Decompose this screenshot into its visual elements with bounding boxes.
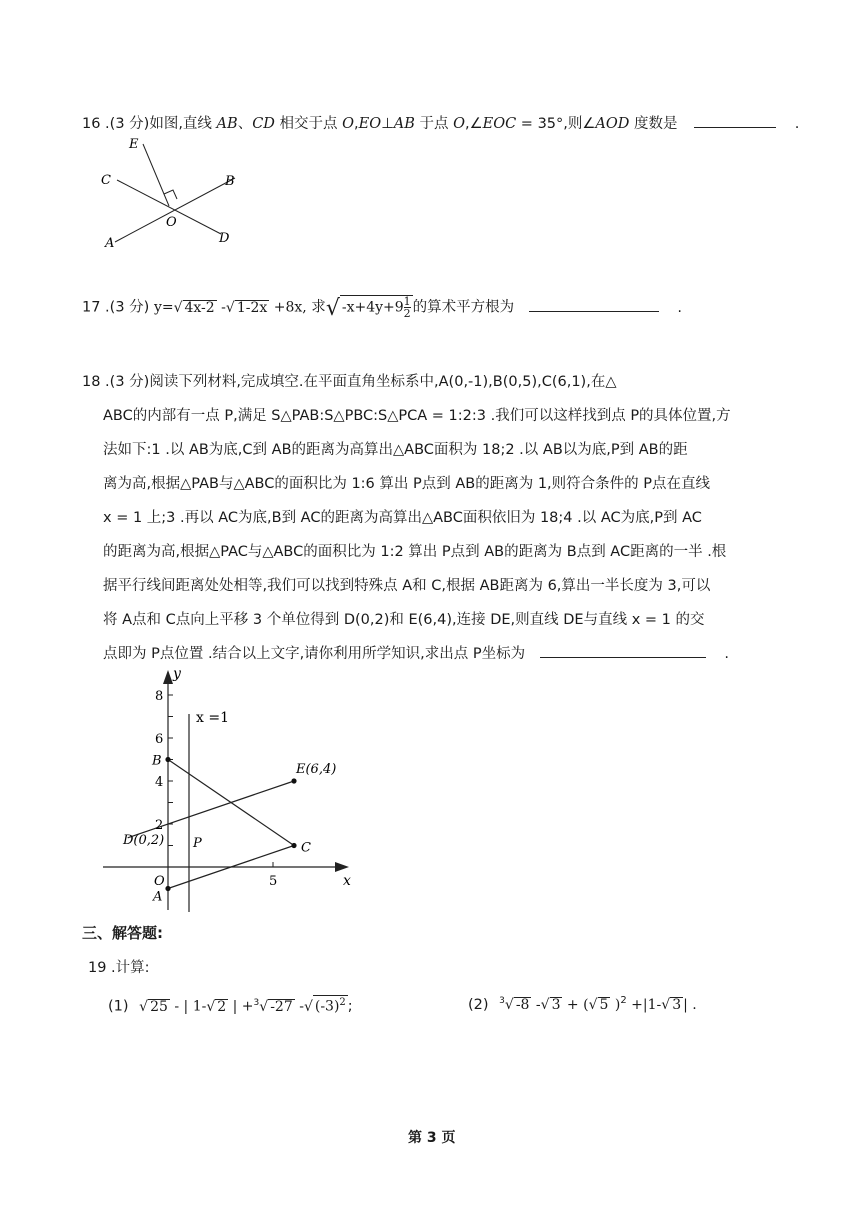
- tick-label-4: 4: [155, 775, 164, 790]
- q16-figure: [95, 132, 255, 252]
- p2-radicand-3: 3: [551, 996, 561, 1013]
- p1-end: ;: [347, 998, 353, 1015]
- q17-plus: +8x,: [269, 299, 307, 316]
- p2-sqrt-5: √ 5: [588, 996, 609, 1013]
- q17-tail: 的算术平方根为: [412, 299, 515, 316]
- p1-sqrt-25: √ 25: [139, 998, 168, 1015]
- point-label-a: A: [153, 889, 163, 905]
- label-d: D: [219, 231, 230, 246]
- q18-end: .: [724, 646, 729, 662]
- p1-square: 2: [339, 997, 346, 1008]
- q16-o: O: [342, 116, 355, 132]
- point-label-d: D(0,2): [123, 833, 165, 848]
- graph-points: [165, 757, 296, 891]
- question-16: [82, 112, 799, 133]
- q18-line-6: 的距离为高,根据△PAC与△ABC的面积比为 1:2 算出 P点到 AB的距离为 B点到 AC距离的一半 .根: [103, 544, 727, 560]
- question-17: [82, 295, 682, 321]
- fraction-half: [404, 296, 411, 319]
- sqrt-2-radicand: 1-2x: [236, 299, 268, 316]
- x-axis-arrow: [335, 862, 349, 872]
- q16-sep: 、: [237, 116, 253, 132]
- vline-label: x =1: [196, 710, 229, 726]
- coordinate-graph: [95, 662, 365, 917]
- point-c: [291, 843, 296, 848]
- page-number: 第 3 页: [408, 1130, 456, 1146]
- q19-part-2: [468, 995, 697, 1013]
- point-label-e: E(6,4): [296, 762, 337, 777]
- point-label-p: P: [193, 836, 202, 851]
- frac-num: 1: [403, 295, 411, 308]
- point-e: [291, 778, 296, 783]
- p2-cbrt: √ -8: [504, 996, 530, 1013]
- q16-answer-blank[interactable]: [694, 113, 776, 128]
- label-e: E: [129, 137, 139, 152]
- p2-radicand-5: 5: [599, 996, 609, 1013]
- q19-title: 19 .计算:: [88, 960, 150, 976]
- q17-end: .: [677, 299, 682, 316]
- p1-radicand-25: 25: [150, 998, 168, 1015]
- sqrt-1: √ 4x-2: [173, 299, 215, 316]
- q16-aod: AOD: [595, 116, 630, 132]
- tick-label-6: 6: [155, 732, 164, 747]
- sqrt-3-radicand: -x+4y+9: [341, 299, 404, 316]
- point-b: [165, 757, 170, 762]
- q18-line-2: ABC的内部有一点 P,满足 S△PAB:S△PBC:S△PCA = 1:2:3 .我们可以这样找到点 P的具体位置,方: [103, 408, 731, 424]
- q16-o2: O: [453, 116, 466, 132]
- q17-y-eq: y=: [153, 299, 174, 316]
- q16-text-c: 于点: [414, 116, 454, 132]
- q16-text-b: 相交于点: [274, 116, 343, 132]
- p2-cube-index: 3: [499, 996, 505, 1006]
- p2-plus: + (: [562, 996, 589, 1013]
- q18-line-3: 法如下:1 .以 AB为底,C到 AB的距离为高算出△ABC面积为 18;2 .以 AB以为底,P到 AB的距: [103, 442, 688, 458]
- p2-radicand-3b: 3: [672, 996, 682, 1013]
- p1-sqrt-sq-body: [313, 995, 348, 1014]
- p1-abs-close: | +: [228, 998, 254, 1015]
- p1-radicand-2: 2: [217, 998, 227, 1015]
- q16-comma2: ,∠: [465, 116, 483, 132]
- tick-label-2: 2: [155, 818, 164, 833]
- frac-den: 2: [403, 307, 411, 320]
- label-b: B: [225, 174, 235, 189]
- q18-line-7: 据平行线间距离处处相等,我们可以找到特殊点 A和 C,根据 AB距离为 6,算出一半长度为 3,可以: [103, 578, 711, 594]
- tick-label-8: 8: [155, 689, 164, 704]
- x-axis-label: x: [343, 873, 351, 889]
- q17-prefix: 17 .(3 分): [82, 299, 154, 316]
- q17-answer-blank[interactable]: [529, 297, 659, 312]
- p1-abs-open: - | 1-: [169, 998, 207, 1015]
- q16-cd: CD: [252, 116, 275, 132]
- q17-minus: -: [216, 299, 226, 316]
- q16-eo: EO: [358, 116, 382, 132]
- origin-label: O: [154, 874, 165, 889]
- q18-line-1: 18 .(3 分)阅读下列材料,完成填空.在平面直角坐标系中,A(0,-1),B(0,5),C(6,1),在△: [82, 374, 617, 390]
- q16-text: 16 .(3 分)如图,直线: [82, 116, 217, 132]
- sqrt-3-body: [340, 295, 413, 319]
- q18-line-4: 离为高,根据△PAB与△ABC的面积比为 1:6 算出 P点到 AB的距离为 1,则符合条件的 P点在直线: [103, 476, 711, 492]
- p1-radicand-neg27: -27: [270, 998, 293, 1015]
- point-a: [165, 886, 170, 891]
- p1-sqrt-sq: √ $(-3)^2$: [303, 997, 346, 1015]
- q16-ab2: AB: [393, 116, 415, 132]
- line-eo: [143, 144, 169, 206]
- q18-line-8: 将 A点和 C点向上平移 3 个单位得到 D(0,2)和 E(6,4),连接 DE,则直线 DE与直线 x = 1 的交: [103, 612, 705, 628]
- p2-close-paren: ): [610, 996, 621, 1013]
- p2-square: 2: [620, 995, 627, 1006]
- sqrt-2: √ 1-2x: [225, 299, 268, 316]
- q16-text-d: = 35°,则∠: [516, 116, 596, 132]
- q18-answer-blank[interactable]: [540, 643, 706, 658]
- q18-line-9: [103, 642, 729, 663]
- q17-ask: 求: [306, 299, 326, 316]
- tick-label-5: 5: [269, 874, 278, 889]
- sqrt-1-radicand: 4x-2: [184, 299, 215, 316]
- q16-eoc: EOC: [482, 116, 517, 132]
- p2-sqrt-3b: √ 3: [661, 996, 682, 1013]
- point-label-c: C: [301, 840, 311, 856]
- p1-cube-index: 3: [253, 997, 260, 1008]
- q16-comma: ,: [354, 116, 359, 132]
- point-label-b: B: [152, 753, 162, 769]
- p2-end: | .: [683, 996, 697, 1013]
- q16-perp: ⊥: [381, 116, 394, 132]
- label-o: O: [166, 215, 177, 230]
- q16-text-e: 度数是: [629, 116, 678, 132]
- y-axis-label: y: [173, 666, 181, 682]
- p1-sqrt-2: √ 2: [206, 998, 227, 1015]
- sqrt-3: √ -x+4y+9 $\frac{1}{2}$: [325, 295, 411, 321]
- q19-part-1: [108, 995, 353, 1015]
- p2-minus: -: [531, 996, 541, 1013]
- p1-cbrt: √ -27: [259, 998, 293, 1015]
- q18-line-9-text: 点即为 P点位置 .结合以上文字,请你利用所学知识,求出点 P坐标为: [103, 646, 526, 662]
- q16-ab: AB: [216, 116, 238, 132]
- p1-radicand-neg3: (-3): [314, 998, 340, 1015]
- p2-radicand-neg8: -8: [515, 996, 530, 1013]
- line-de: [128, 781, 294, 838]
- label-c: C: [101, 173, 111, 188]
- q18-line-5: x = 1 上;3 .再以 AC为底,B到 AC的距离为高算出△ABC面积依旧为 18;4 .以 AC为底,P到 AC: [103, 510, 702, 526]
- section-title: 三、解答题:: [82, 924, 163, 942]
- p2-sqrt-3: √ 3: [540, 996, 561, 1013]
- q19-p2-label: (2): [468, 996, 489, 1013]
- q16-end: .: [794, 116, 800, 132]
- q19-p1-label: (1): [108, 998, 129, 1015]
- p2-abs-open: +|1-: [626, 996, 662, 1013]
- label-a: A: [105, 236, 115, 251]
- p1-minus: -: [294, 998, 304, 1015]
- y-axis-arrow: [163, 670, 173, 684]
